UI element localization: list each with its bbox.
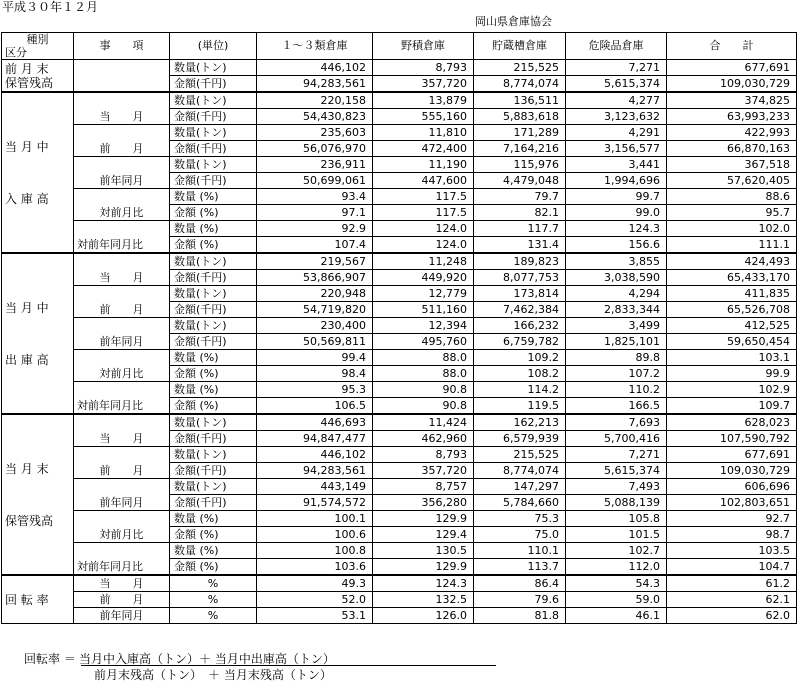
value-cell: 65,526,708 [667,302,797,318]
item-vs-last-year: 対前年同月比 [74,382,170,415]
section-label-line1: 前 月 末 [5,61,49,76]
value-cell: 102.0 [667,221,797,237]
value-cell: 103.5 [667,543,797,559]
value-cell: 54,430,823 [257,109,373,125]
unit-cell: 金額 (%) [170,237,257,254]
value-cell: 124.3 [373,575,474,592]
value-cell: 5,700,416 [566,431,667,447]
table-row [2,318,797,334]
unit-cell: 金額(千円) [170,141,257,157]
organization-name: 岡山県倉庫協会 [475,15,552,28]
value-cell: 102.9 [667,382,797,398]
value-cell: 3,156,577 [566,141,667,157]
value-cell: 63,993,233 [667,109,797,125]
unit-cell: 金額 (%) [170,205,257,221]
value-cell: 106.5 [257,398,373,415]
col-header-outdoor: 野積倉庫 [373,33,474,60]
value-cell: 8,077,753 [474,270,566,286]
value-cell: 443,149 [257,479,373,495]
value-cell: 129.9 [373,511,474,527]
value-cell: 447,600 [373,173,474,189]
value-cell: 411,835 [667,286,797,302]
value-cell: 79.6 [474,592,566,608]
value-cell: 107.2 [566,366,667,382]
table-row [2,92,797,109]
value-cell: 89.8 [566,350,667,366]
value-cell: 11,424 [373,414,474,431]
value-cell: 166.5 [566,398,667,415]
value-cell: 3,038,590 [566,270,667,286]
unit-cell: 金額(千円) [170,334,257,350]
value-cell: 113.7 [474,559,566,576]
value-cell: 50,699,061 [257,173,373,189]
value-cell: 1,994,696 [566,173,667,189]
value-cell: 94,283,561 [257,463,373,479]
unit-cell: % [170,608,257,624]
value-cell: 11,248 [373,253,474,270]
value-cell: 3,441 [566,157,667,173]
value-cell: 424,493 [667,253,797,270]
value-cell: 112.0 [566,559,667,576]
table-row [2,479,797,495]
value-cell: 6,579,939 [474,431,566,447]
value-cell: 5,615,374 [566,76,667,93]
unit-cell: 金額(千円) [170,76,257,93]
item-vs-prev-month: 対前月比 [74,350,170,382]
unit-cell: 数量 (%) [170,350,257,366]
value-cell: 52.0 [257,592,373,608]
value-cell: 101.5 [566,527,667,543]
item-vs-last-year: 対前年同月比 [74,543,170,576]
table-row [2,286,797,302]
value-cell: 446,102 [257,447,373,463]
value-cell: 124.0 [373,221,474,237]
value-cell: 5,088,139 [566,495,667,511]
table-row [2,592,797,608]
value-cell: 100.6 [257,527,373,543]
unit-cell: 金額(千円) [170,431,257,447]
value-cell: 220,158 [257,92,373,109]
value-cell: 65,433,170 [667,270,797,286]
value-cell: 162,213 [474,414,566,431]
value-cell: 8,774,074 [474,463,566,479]
value-cell: 449,920 [373,270,474,286]
value-cell: 628,023 [667,414,797,431]
value-cell: 59.0 [566,592,667,608]
value-cell: 412,525 [667,318,797,334]
value-cell: 46.1 [566,608,667,624]
value-cell: 7,462,384 [474,302,566,318]
unit-cell: 数量 (%) [170,221,257,237]
item-prev-month: 前 月 [74,592,170,608]
value-cell: 446,693 [257,414,373,431]
value-cell: 90.8 [373,382,474,398]
value-cell: 92.7 [667,511,797,527]
item-this-month: 当 月 [74,575,170,592]
value-cell: 95.3 [257,382,373,398]
value-cell: 472,400 [373,141,474,157]
item-cell-empty [74,60,170,93]
kind-header-line1: 種別 [2,33,74,47]
value-cell: 103.1 [667,350,797,366]
value-cell: 88.0 [373,350,474,366]
warehouse-statistics-table [1,32,797,624]
table-row [2,414,797,431]
table-row [2,447,797,463]
value-cell: 219,567 [257,253,373,270]
value-cell: 446,102 [257,60,373,76]
value-cell: 357,720 [373,463,474,479]
value-cell: 129.9 [373,559,474,576]
value-cell: 109.2 [474,350,566,366]
item-this-month: 当 月 [74,92,170,125]
value-cell: 7,164,216 [474,141,566,157]
unit-cell: 数量 (%) [170,189,257,205]
section-label-turnover: 回 転 率 [2,575,74,624]
value-cell: 98.7 [667,527,797,543]
value-cell: 117.7 [474,221,566,237]
value-cell: 98.4 [257,366,373,382]
item-vs-last-year: 対前年同月比 [74,221,170,254]
value-cell: 236,911 [257,157,373,173]
table-row [2,221,797,237]
value-cell: 4,277 [566,92,667,109]
value-cell: 109,030,729 [667,76,797,93]
value-cell: 124.3 [566,221,667,237]
section-label-line2: 入 庫 高 [5,191,49,206]
section-label [2,60,74,93]
value-cell: 91,574,572 [257,495,373,511]
item-last-year: 前年同月 [74,608,170,624]
table-row [2,157,797,173]
value-cell: 100.8 [257,543,373,559]
table-row [2,253,797,270]
value-cell: 13,879 [373,92,474,109]
unit-cell: 金額(千円) [170,463,257,479]
item-last-year: 前年同月 [74,157,170,189]
unit-cell: 数量 (%) [170,382,257,398]
unit-cell: 数量(トン) [170,125,257,141]
value-cell: 555,160 [373,109,474,125]
section-label-line2: 保管残高 [5,513,54,528]
item-vs-prev-month: 対前月比 [74,511,170,543]
value-cell: 61.2 [667,575,797,592]
col-header-hazard: 危険品倉庫 [566,33,667,60]
value-cell: 130.5 [373,543,474,559]
unit-cell: 金額(千円) [170,302,257,318]
value-cell: 189,823 [474,253,566,270]
value-cell: 3,499 [566,318,667,334]
item-prev-month: 前 月 [74,125,170,157]
value-cell: 102,803,651 [667,495,797,511]
item-this-month: 当 月 [74,253,170,286]
value-cell: 50,569,811 [257,334,373,350]
value-cell: 103.6 [257,559,373,576]
unit-cell: 金額(千円) [170,495,257,511]
value-cell: 115,976 [474,157,566,173]
unit-cell: 数量(トン) [170,253,257,270]
value-cell: 119.5 [474,398,566,415]
section-label-line2: 出 庫 高 [5,352,49,367]
value-cell: 220,948 [257,286,373,302]
table-row [2,60,797,76]
value-cell: 4,294 [566,286,667,302]
value-cell: 59,650,454 [667,334,797,350]
value-cell: 357,720 [373,76,474,93]
unit-cell: 金額(千円) [170,173,257,189]
value-cell: 104.7 [667,559,797,576]
unit-cell: 金額 (%) [170,527,257,543]
value-cell: 12,394 [373,318,474,334]
value-cell: 7,271 [566,447,667,463]
value-cell: 6,759,782 [474,334,566,350]
value-cell: 49.3 [257,575,373,592]
value-cell: 109.7 [667,398,797,415]
unit-cell: 数量(トン) [170,479,257,495]
value-cell: 99.9 [667,366,797,382]
value-cell: 54.3 [566,575,667,592]
value-cell: 129.4 [373,527,474,543]
value-cell: 79.7 [474,189,566,205]
value-cell: 66,870,163 [667,141,797,157]
value-cell: 62.0 [667,608,797,624]
unit-cell: 数量 (%) [170,543,257,559]
item-this-month: 当 月 [74,414,170,447]
value-cell: 92.9 [257,221,373,237]
value-cell: 374,825 [667,92,797,109]
section-label [2,414,74,575]
item-header: 事 項 [74,33,170,60]
value-cell: 12,779 [373,286,474,302]
unit-cell: 金額(千円) [170,270,257,286]
value-cell: 107,590,792 [667,431,797,447]
value-cell: 82.1 [474,205,566,221]
value-cell: 422,993 [667,125,797,141]
value-cell: 53.1 [257,608,373,624]
unit-cell: % [170,592,257,608]
formula-label: 回転率 ＝ [24,652,76,666]
item-prev-month: 前 月 [74,286,170,318]
col-header-1-3: １～３類倉庫 [257,33,373,60]
unit-header: (単位) [170,33,257,60]
section-label-line1: 当 月 中 [5,139,49,154]
value-cell: 126.0 [373,608,474,624]
value-cell: 8,774,074 [474,76,566,93]
value-cell: 8,793 [373,60,474,76]
value-cell: 8,757 [373,479,474,495]
value-cell: 56,076,970 [257,141,373,157]
value-cell: 94,847,477 [257,431,373,447]
value-cell: 1,825,101 [566,334,667,350]
value-cell: 4,291 [566,125,667,141]
unit-cell: 金額 (%) [170,398,257,415]
value-cell: 97.1 [257,205,373,221]
table-row [2,608,797,624]
value-cell: 110.2 [566,382,667,398]
value-cell: 156.6 [566,237,667,254]
table-row [2,511,797,527]
value-cell: 7,693 [566,414,667,431]
value-cell: 110.1 [474,543,566,559]
value-cell: 606,696 [667,479,797,495]
value-cell: 99.4 [257,350,373,366]
value-cell: 62.1 [667,592,797,608]
table-row [2,575,797,592]
unit-cell: 数量(トン) [170,286,257,302]
value-cell: 117.5 [373,205,474,221]
value-cell: 677,691 [667,60,797,76]
value-cell: 100.1 [257,511,373,527]
value-cell: 5,784,660 [474,495,566,511]
unit-cell: 数量(トン) [170,92,257,109]
col-header-tank: 貯蔵槽倉庫 [474,33,566,60]
table-row [2,189,797,205]
value-cell: 11,810 [373,125,474,141]
value-cell: 105.8 [566,511,667,527]
item-last-year: 前年同月 [74,318,170,350]
value-cell: 511,160 [373,302,474,318]
section-label [2,92,74,253]
value-cell: 11,190 [373,157,474,173]
value-cell: 111.1 [667,237,797,254]
value-cell: 173,814 [474,286,566,302]
unit-cell: 金額 (%) [170,366,257,382]
value-cell: 131.4 [474,237,566,254]
value-cell: 215,525 [474,447,566,463]
value-cell: 235,603 [257,125,373,141]
value-cell: 132.5 [373,592,474,608]
col-header-total: 合 計 [667,33,797,60]
value-cell: 114.2 [474,382,566,398]
item-last-year: 前年同月 [74,479,170,511]
value-cell: 171,289 [474,125,566,141]
unit-cell: 数量(トン) [170,60,257,76]
unit-cell: 数量(トン) [170,414,257,431]
value-cell: 147,297 [474,479,566,495]
item-vs-prev-month: 対前月比 [74,189,170,221]
value-cell: 53,866,907 [257,270,373,286]
value-cell: 88.0 [373,366,474,382]
value-cell: 166,232 [474,318,566,334]
value-cell: 94,283,561 [257,76,373,93]
section-label-line1: 当 月 末 [5,461,49,476]
value-cell: 109,030,729 [667,463,797,479]
value-cell: 81.8 [474,608,566,624]
value-cell: 4,479,048 [474,173,566,189]
value-cell: 3,123,632 [566,109,667,125]
value-cell: 495,760 [373,334,474,350]
value-cell: 88.6 [667,189,797,205]
value-cell: 8,793 [373,447,474,463]
value-cell: 124.0 [373,237,474,254]
unit-cell: 数量(トン) [170,318,257,334]
value-cell: 75.3 [474,511,566,527]
section-label-line2: 保管残高 [5,75,54,90]
table-row [2,543,797,559]
value-cell: 86.4 [474,575,566,592]
value-cell: 215,525 [474,60,566,76]
value-cell: 93.4 [257,189,373,205]
value-cell: 7,493 [566,479,667,495]
table-row [2,382,797,398]
value-cell: 5,615,374 [566,463,667,479]
value-cell: 99.0 [566,205,667,221]
formula-denominator: 前月末残高（トン） ＋ 当月末残高（トン） [94,668,332,682]
value-cell: 7,271 [566,60,667,76]
formula-numerator: 当月中入庫高（トン）＋ 当月中出庫高（トン） [79,652,335,666]
value-cell: 75.0 [474,527,566,543]
value-cell: 136,511 [474,92,566,109]
value-cell: 462,960 [373,431,474,447]
value-cell: 356,280 [373,495,474,511]
section-label-line1: 当 月 中 [5,300,49,315]
value-cell: 95.7 [667,205,797,221]
value-cell: 108.2 [474,366,566,382]
value-cell: 54,719,820 [257,302,373,318]
table-row [2,125,797,141]
value-cell: 5,883,618 [474,109,566,125]
section-label [2,253,74,414]
value-cell: 117.5 [373,189,474,205]
value-cell: 57,620,405 [667,173,797,189]
value-cell: 107.4 [257,237,373,254]
unit-cell: 金額 (%) [170,559,257,576]
report-date: 平成３０年１２月 [2,0,99,14]
value-cell: 90.8 [373,398,474,415]
table-row [2,350,797,366]
unit-cell: 数量(トン) [170,447,257,463]
item-prev-month: 前 月 [74,447,170,479]
value-cell: 2,833,344 [566,302,667,318]
value-cell: 677,691 [667,447,797,463]
value-cell: 367,518 [667,157,797,173]
unit-cell: 金額(千円) [170,109,257,125]
value-cell: 3,855 [566,253,667,270]
unit-cell: 数量 (%) [170,511,257,527]
value-cell: 102.7 [566,543,667,559]
unit-cell: % [170,575,257,592]
unit-cell: 数量(トン) [170,157,257,173]
value-cell: 230,400 [257,318,373,334]
kind-header-line2: 区分 [2,46,74,60]
value-cell: 99.7 [566,189,667,205]
